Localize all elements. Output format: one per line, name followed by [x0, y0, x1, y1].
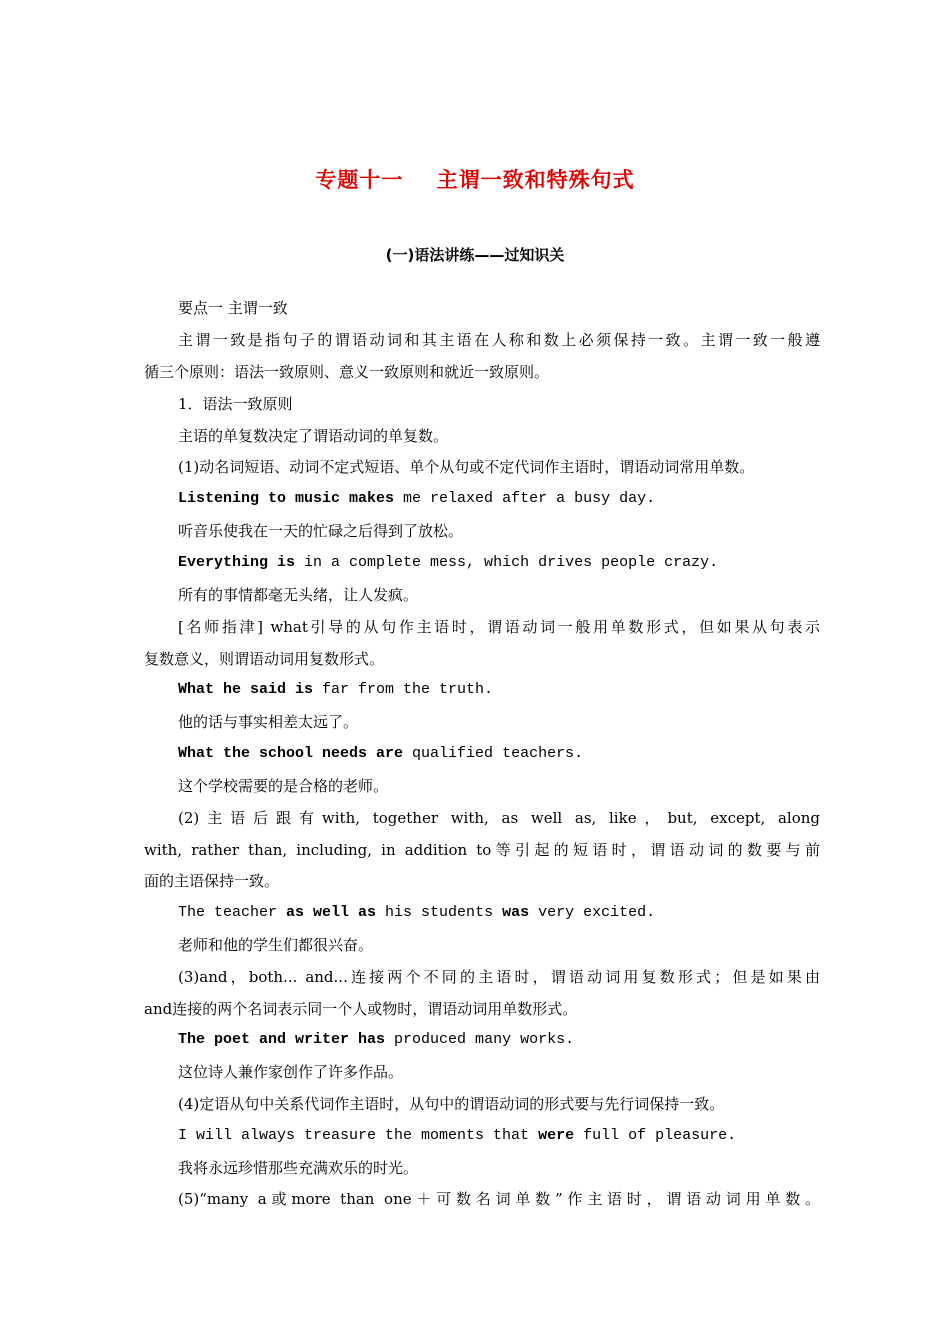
example-rest: in a complete mess, which drives people crazy. [295, 554, 719, 571]
example-bold: as well as [286, 904, 377, 921]
example-sentence [178, 903, 655, 923]
tip-line: 复数意义，则谓语动词用复数形式。 [144, 650, 385, 668]
example-rest: The teacher [178, 904, 287, 921]
paragraph-line: with, rather than, including, in addition to等引起的短语时，谓语动词的数要与前 [144, 841, 820, 859]
example-sentence [178, 1030, 574, 1050]
example-sentence [178, 680, 493, 700]
example-translation: 他的话与事实相差太远了。 [178, 713, 359, 731]
paragraph-line: 主谓一致是指句子的谓语动词和其主语在人称和数上必须保持一致。主谓一致一般遵 [178, 331, 820, 349]
example-translation: 老师和他的学生们都很兴奋。 [178, 936, 374, 954]
example-bold: were [538, 1127, 575, 1144]
example-bold: What the school needs are [178, 745, 404, 762]
example-rest: full of pleasure. [574, 1127, 737, 1144]
paragraph-line: 面的主语保持一致。 [144, 872, 280, 890]
paragraph-line: (3)and，both... and...连接两个不同的主语时，谓语动词用复数形式；但是如果由 [178, 968, 820, 986]
heading-point-one: 要点一 主谓一致 [178, 299, 288, 317]
example-rest: produced many works. [385, 1031, 575, 1048]
example-bold: Listening to music makes [178, 490, 395, 507]
example-bold: What he said is [178, 681, 314, 698]
example-translation: 这个学校需要的是合格的老师。 [178, 777, 389, 795]
example-rest: far from the truth. [313, 681, 494, 698]
tip-line: [名师指津] what引导的从句作主语时，谓语动词一般用单数形式，但如果从句表示 [178, 618, 820, 636]
rule-heading: 1．语法一致原则 [178, 395, 293, 413]
example-rest: very excited. [529, 904, 656, 921]
paragraph-line: 主语的单复数决定了谓语动词的单复数。 [178, 427, 449, 445]
example-sentence [178, 1126, 736, 1146]
example-rest: me relaxed after a busy day. [394, 490, 656, 507]
example-translation: 所有的事情都毫无头绪，让人发疯。 [178, 586, 419, 604]
example-bold: was [502, 904, 530, 921]
paragraph-line: 循三个原则：语法一致原则、意义一致原则和就近一致原则。 [144, 363, 550, 381]
paragraph-line: (1)动名词短语、动词不定式短语、单个从句或不定代词作主语时，谓语动词常用单数。 [178, 458, 755, 476]
example-sentence [178, 489, 655, 509]
section-subtitle: (一)语法讲练——过知识关 [385, 246, 565, 264]
paragraph-line: and连接的两个名词表示同一个人或物时，谓语动词用单数形式。 [144, 1000, 578, 1018]
paragraph-line: (4)定语从句中关系代词作主语时，从句中的谓语动词的形式要与先行词保持一致。 [178, 1095, 725, 1113]
example-bold: The poet and writer has [178, 1031, 386, 1048]
example-rest: qualified teachers. [403, 745, 584, 762]
paragraph-line: (5)“many a或more than one＋可数名词单数”作主语时，谓语动词用单数。 [178, 1190, 820, 1208]
example-sentence [178, 744, 583, 764]
document-title: 专题十一 主谓一致和特殊句式 [315, 168, 635, 192]
example-rest: his students [376, 904, 503, 921]
example-translation: 我将永远珍惜那些充满欢乐的时光。 [178, 1159, 419, 1177]
example-rest: I will always treasure the moments that [178, 1127, 539, 1144]
example-translation: 这位诗人兼作家创作了许多作品。 [178, 1063, 404, 1081]
example-sentence [178, 553, 718, 573]
paragraph-line: (2)主语后跟有with, together with, as well as, like，but, except, along [178, 809, 820, 827]
example-translation: 听音乐使我在一天的忙碌之后得到了放松。 [178, 522, 464, 540]
example-bold: Everything is [178, 554, 296, 571]
